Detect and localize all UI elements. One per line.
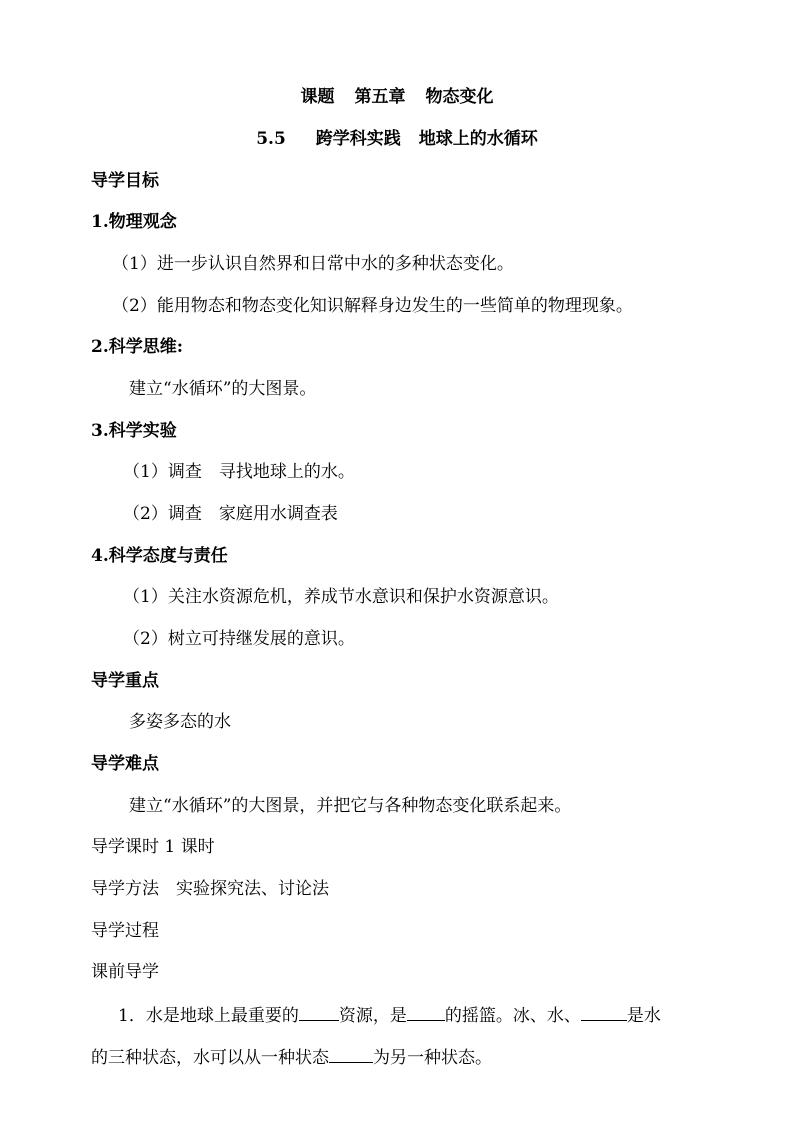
- answer-blank-1[interactable]: [299, 1003, 339, 1021]
- question-1-text-d: 是水: [626, 1006, 661, 1026]
- experiment-item-2-text: 家庭用水调查表: [218, 504, 338, 524]
- question-1-text-b: 资源，是: [338, 1006, 407, 1026]
- section-name-right: 地球上的水循环: [418, 129, 538, 149]
- experiment-item-1-text: 寻找地球上的水。: [218, 462, 355, 482]
- lesson-hours: 导学课时 1 课时: [91, 837, 215, 857]
- attitude-item-1: （1）关注水资源危机，养成节水意识和保护水资源意识。: [123, 587, 559, 607]
- lesson-title: [0, 86, 794, 108]
- question-1-text-f: 为另一种状态。: [373, 1048, 492, 1068]
- thinking-item-1: 建立“水循环”的大图景。: [129, 379, 317, 399]
- question-1-number: 1．: [118, 1006, 146, 1026]
- question-1-line-1: [118, 1003, 661, 1027]
- section-title: [0, 128, 794, 150]
- key-point-text: 多姿多态的水: [129, 712, 231, 732]
- question-1-text-a: 水是地球上最重要的: [145, 1006, 299, 1026]
- difficulty-heading: 导学难点: [91, 754, 159, 774]
- pre-class-heading: 课前导学: [91, 962, 159, 982]
- teaching-method-label: 导学方法: [91, 879, 159, 899]
- concept-item-1: （1）进一步认识自然界和日常中水的多种状态变化。: [112, 254, 514, 274]
- thinking-heading: 2.科学思维:: [91, 337, 184, 357]
- question-1-text-c: 的摇篮。冰、水、: [444, 1006, 581, 1026]
- chapter-number: 第五章: [354, 87, 406, 107]
- experiment-item-2-label: （2）调查: [123, 504, 202, 524]
- goals-heading: 导学目标: [91, 171, 159, 191]
- answer-blank-2[interactable]: [407, 1003, 445, 1021]
- answer-blank-4[interactable]: [329, 1045, 373, 1063]
- section-number: 5.5: [256, 129, 286, 149]
- process-heading: 导学过程: [91, 921, 159, 941]
- question-1-line-2: [91, 1045, 492, 1069]
- experiment-heading: 3.科学实验: [91, 421, 177, 441]
- experiment-item-2: [123, 503, 338, 525]
- difficulty-text: 建立“水循环”的大图景，并把它与各种物态变化联系起来。: [129, 796, 572, 816]
- question-1-text-e: 的三种状态，水可以从一种状态: [91, 1048, 329, 1068]
- concept-heading: 1.物理观念: [91, 212, 177, 232]
- attitude-item-2: （2）树立可持继发展的意识。: [123, 629, 355, 649]
- teaching-method-value: 实验探究法、讨论法: [176, 879, 329, 899]
- chapter-name: 物态变化: [425, 87, 494, 107]
- experiment-item-1: [123, 461, 355, 483]
- teaching-method: [91, 878, 329, 900]
- key-point-heading: 导学重点: [91, 671, 159, 691]
- attitude-heading: 4.科学态度与责任: [91, 546, 228, 566]
- answer-blank-3[interactable]: [581, 1003, 627, 1021]
- lesson-title-label: 课题: [300, 87, 335, 107]
- section-name-left: 跨学科实践: [315, 129, 401, 149]
- experiment-item-1-label: （1）调查: [123, 462, 202, 482]
- concept-item-2: （2）能用物态和物态变化知识解释身边发生的一些简单的物理现象。: [112, 296, 633, 316]
